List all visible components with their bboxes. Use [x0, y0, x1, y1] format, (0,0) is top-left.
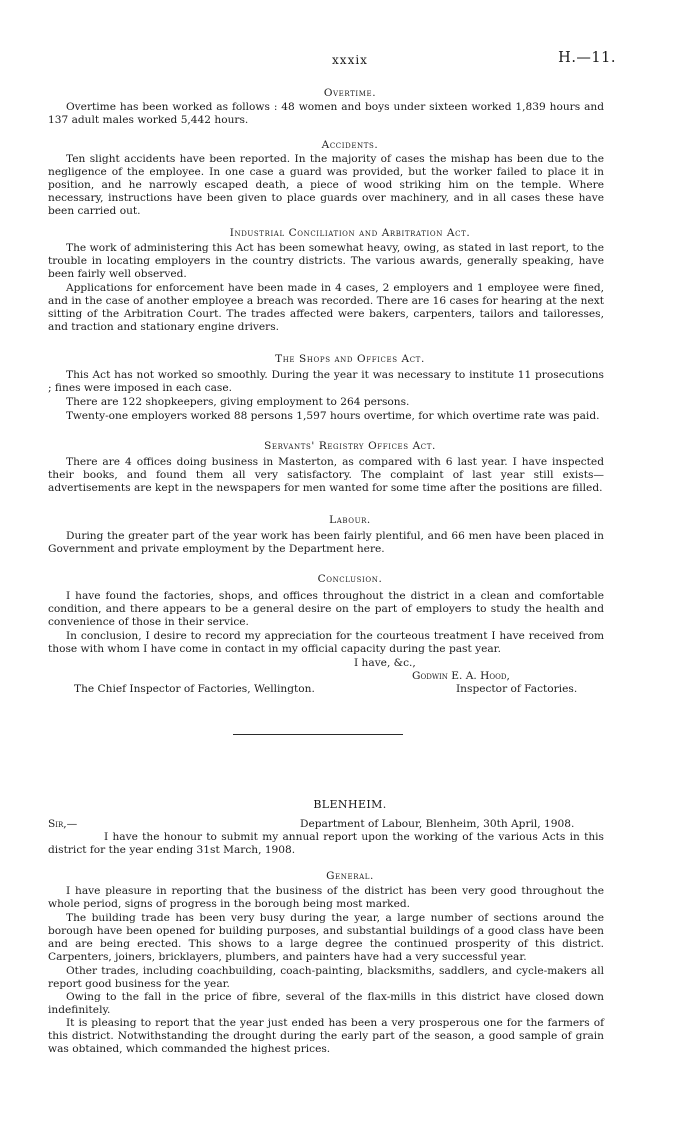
general-paragraph-4: Owing to the fall in the price of fibre, several of the flax-mills in this district have closed down indefinitely.: [48, 991, 604, 1017]
general-paragraph-5: It is pleasing to report that the year just ended has been a very prosperous one for the farmers of this district. Notwithstanding the drought during the early part of the season, a good sample of grain was obtained, which commanded the highest prices.: [48, 1017, 604, 1056]
page-number: xxxix: [332, 53, 368, 67]
heading-conclusion: Conclusion.: [317, 573, 383, 585]
signatory-name: Godwin E. A. Hood,: [412, 670, 510, 682]
shops-paragraph-3: Twenty-one employers worked 88 persons 1,597 hours overtime, for which overtime rate was paid.: [66, 410, 600, 422]
heading-blenheim: BLENHEIM.: [313, 798, 387, 811]
general-paragraph-1: I have pleasure in reporting that the business of the district has been very good throughout the whole period, signs of progress in the borough being most marked.: [48, 885, 604, 911]
heading-labour: Labour.: [329, 514, 371, 526]
ica-paragraph-2: Applications for enforcement have been made in 4 cases, 2 employers and 1 employee were fined, and in the case of another employee a breach was recorded. There are 16 cases for hearing at the next sitting of the Arbitration Court. The trades affected were bakers, carpenters, tailors and tailoresses, and traction and stationary engine drivers.: [48, 282, 604, 334]
servants-paragraph: There are 4 offices doing business in Masterton, as compared with 6 last year. I have inspected their books, and found them all very satisfactory. The complaint of last year still exists—advertisements are kept in the newspapers for men wanted for some time after the positions are filled.: [48, 456, 604, 495]
heading-ica-act: Industrial Conciliation and Arbitration Act.: [229, 227, 471, 239]
accidents-paragraph: Ten slight accidents have been reported. In the majority of cases the mishap has been due to the negligence of the employee. In one case a guard was provided, but the worker failed to place it in position, and he narrowly escaped death, a piece of wood striking him on the temple. Where necessary, instructions have been given to place guards over machinery, and in all cases these have been carried out.: [48, 153, 604, 218]
overtime-paragraph: Overtime has been worked as follows : 48 women and boys under sixteen worked 1,839 hours and 137 adult males worked 5,442 hours.: [48, 101, 604, 127]
conclusion-paragraph-2: In conclusion, I desire to record my appreciation for the courteous treatment I have received from those with whom I have come in contact in my official capacity during the past year.: [48, 630, 604, 656]
salutation: Sir,—: [48, 818, 78, 830]
heading-overtime: Overtime.: [323, 87, 377, 99]
signatory-title: Inspector of Factories.: [456, 683, 578, 695]
addressee: The Chief Inspector of Factories, Wellington.: [74, 683, 315, 695]
section-divider: [233, 734, 403, 735]
heading-general: General.: [326, 870, 374, 882]
heading-servants-act: Servants' Registry Offices Act.: [264, 440, 436, 452]
heading-shops-act: The Shops and Offices Act.: [275, 353, 425, 365]
shops-paragraph-1: This Act has not worked so smoothly. During the year it was necessary to institute 11 prosecutions ; fines were imposed in each case.: [48, 369, 604, 395]
ica-paragraph-1: The work of administering this Act has been somewhat heavy, owing, as stated in last report, to the trouble in locating employers in the country districts. The various awards, generally speaking, have been fairly well observed.: [48, 242, 604, 281]
conclusion-paragraph-1: I have found the factories, shops, and offices throughout the district in a clean and comfortable condition, and there appears to be a general desire on the part of employers to study the health and convenience of those in their service.: [48, 590, 604, 629]
heading-accidents: Accidents.: [321, 139, 379, 151]
dateline: Department of Labour, Blenheim, 30th April, 1908.: [300, 818, 575, 830]
general-paragraph-2: The building trade has been very busy during the year, a large number of sections around the borough have been opened for building purposes, and substantial buildings of a good class have been and are being erected. This shows to a large degree the continued prosperity of this district. Carpenters, joiners, bricklayers, plumbers, and painters have had a very successful year.: [48, 912, 604, 964]
shops-paragraph-2: There are 122 shopkeepers, giving employment to 264 persons.: [66, 396, 410, 408]
blenheim-intro: I have the honour to submit my annual report upon the working of the various Acts in this district for the year ending 31st March, 1908.: [48, 831, 604, 857]
general-paragraph-3: Other trades, including coachbuilding, coach-painting, blacksmiths, saddlers, and cycle-makers all report good business for the year.: [48, 965, 604, 991]
labour-paragraph: During the greater part of the year work has been fairly plentiful, and 66 men have been placed in Government and private employment by the Department here.: [48, 530, 604, 556]
closing-phrase: I have, &c.,: [354, 657, 416, 669]
document-code: H.—11.: [558, 50, 616, 66]
